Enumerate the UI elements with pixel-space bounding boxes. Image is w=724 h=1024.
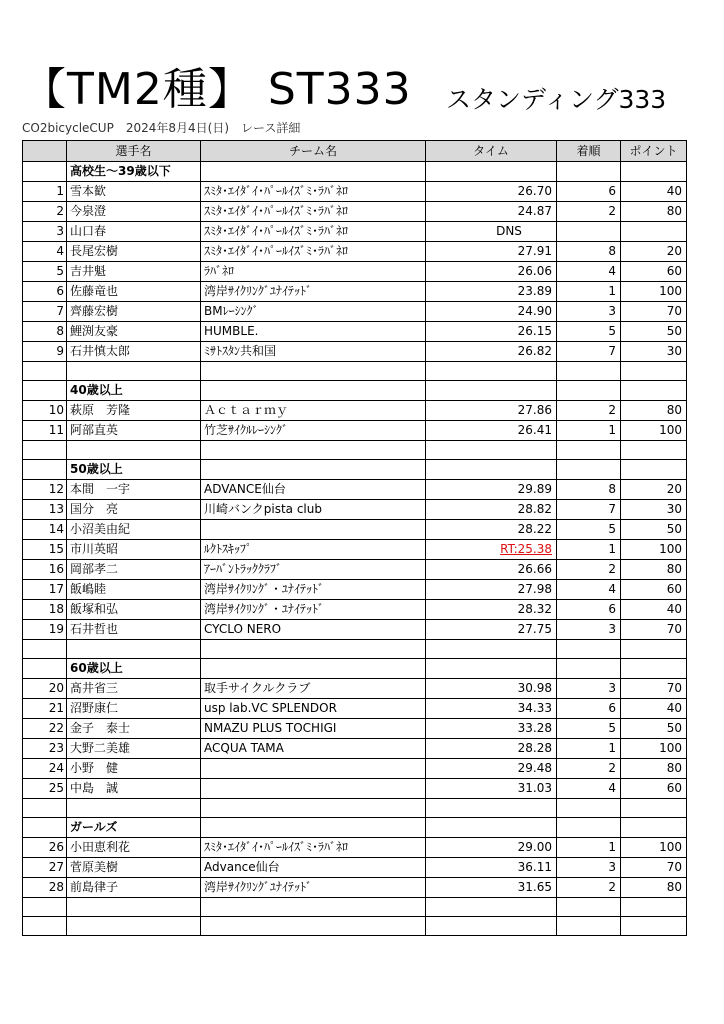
cell-rank: 6 [557,600,621,620]
cell-no: 11 [23,421,67,441]
cell-rank: 1 [557,838,621,858]
cell-time: 24.90 [426,302,557,322]
section-row [23,381,687,401]
cell-rank: 2 [557,878,621,898]
cell-pts [621,917,687,936]
cell-name: 高校生～39歳以下 [67,162,201,182]
cell-time [426,460,557,480]
cell-pts: 100 [621,739,687,759]
cell-time: 29.48 [426,759,557,779]
cell-pts: 50 [621,520,687,540]
cell-name: 長尾宏樹 [67,242,201,262]
cell-pts: 30 [621,342,687,362]
cell-team [201,818,426,838]
cell-no: 15 [23,540,67,560]
table-header-row [23,141,687,162]
cell-rank: 6 [557,182,621,202]
cell-time: 34.33 [426,699,557,719]
cell-name: 髙井省三 [67,679,201,699]
cell-team: ACQUA TAMA [201,739,426,759]
cell-time: 28.28 [426,739,557,759]
table-row [23,401,687,421]
cell-time: 26.06 [426,262,557,282]
cell-pts: 100 [621,540,687,560]
cell-no: 14 [23,520,67,540]
cell-team: ｽﾐﾀ･ｴｲﾀﾞｲ･ﾊﾟｰﾙｲｽﾞﾐ･ﾗﾊﾞﾈﾛ [201,242,426,262]
table-row [23,699,687,719]
cell-name [67,898,201,917]
cell-pts: 60 [621,262,687,282]
cell-no: 18 [23,600,67,620]
cell-team [201,640,426,659]
cell-name: 40歳以上 [67,381,201,401]
cell-pts: 80 [621,878,687,898]
cell-rank [557,460,621,480]
cell-no: 4 [23,242,67,262]
cell-rank: 5 [557,520,621,540]
cell-time: 27.86 [426,401,557,421]
cell-name: 鯉渕友豪 [67,322,201,342]
cell-no [23,898,67,917]
cell-team: BMﾚｰｼﾝｸﾞ [201,302,426,322]
cell-rank [557,640,621,659]
cell-no [23,818,67,838]
cell-name: 阿部直英 [67,421,201,441]
cell-name: 前島律子 [67,878,201,898]
cell-no [23,917,67,936]
table-row [23,540,687,560]
cell-no: 10 [23,401,67,421]
cell-name: 小野 健 [67,759,201,779]
cell-name [67,441,201,460]
cell-pts [621,659,687,679]
cell-team [201,917,426,936]
cell-name: 菅原美樹 [67,858,201,878]
cell-team [201,898,426,917]
cell-pts: 50 [621,322,687,342]
cell-rank: 1 [557,739,621,759]
cell-name: 市川英昭 [67,540,201,560]
table-row [23,739,687,759]
cell-no [23,659,67,679]
cell-pts [621,222,687,242]
cell-time [426,659,557,679]
cell-rank: 8 [557,242,621,262]
blank-row [23,362,687,381]
cell-team: ADVANCE仙台 [201,480,426,500]
cell-pts [621,799,687,818]
cell-team: ｱｰﾊﾞﾝﾄﾗｯｸｸﾗﾌﾞ [201,560,426,580]
cell-name: 中島 誠 [67,779,201,799]
cell-time: 26.15 [426,322,557,342]
cell-rank: 1 [557,421,621,441]
cell-name: 萩原 芳隆 [67,401,201,421]
table-row [23,560,687,580]
cell-pts: 100 [621,282,687,302]
cell-team: ｽﾐﾀ･ｴｲﾀﾞｲ･ﾊﾟｰﾙｲｽﾞﾐ･ﾗﾊﾞﾈﾛ [201,838,426,858]
table-row [23,500,687,520]
cell-team [201,779,426,799]
table-row [23,182,687,202]
cell-rank: 7 [557,500,621,520]
cell-name: ガールズ [67,818,201,838]
cell-no [23,441,67,460]
cell-no: 9 [23,342,67,362]
blank-row [23,917,687,936]
cell-time [426,441,557,460]
cell-name: 岡部孝二 [67,560,201,580]
cell-time [426,362,557,381]
cell-rank: 3 [557,302,621,322]
cell-name: 石井哲也 [67,620,201,640]
cell-team: usp lab.VC SPLENDOR [201,699,426,719]
page-subtitle: スタンディング333 [446,85,667,114]
cell-pts [621,441,687,460]
cell-rank: 2 [557,401,621,421]
cell-time [426,917,557,936]
table-row [23,779,687,799]
cell-team: ｽﾐﾀ･ｴｲﾀﾞｲ･ﾊﾟｰﾙｲｽﾞﾐ･ﾗﾊﾞﾈﾛ [201,202,426,222]
blank-row [23,898,687,917]
cell-name: 60歳以上 [67,659,201,679]
cell-team: HUMBLE. [201,322,426,342]
blank-row [23,640,687,659]
cell-name [67,917,201,936]
cell-pts: 70 [621,302,687,322]
results-body [23,162,687,936]
table-row [23,838,687,858]
cell-no [23,799,67,818]
cell-no: 26 [23,838,67,858]
cell-time: 31.03 [426,779,557,799]
cell-rank: 1 [557,540,621,560]
cell-team: 竹芝ｻｲｸﾙﾚｰｼﾝｸﾞ [201,421,426,441]
cell-rank: 3 [557,620,621,640]
cell-no: 21 [23,699,67,719]
cell-pts: 40 [621,699,687,719]
cell-name: 飯塚和弘 [67,600,201,620]
cell-time: 27.98 [426,580,557,600]
table-row [23,322,687,342]
col-header-points: ポイント [621,141,687,162]
cell-name: 本間 一宇 [67,480,201,500]
cell-team: ｽﾐﾀ･ｴｲﾀﾞｲ･ﾊﾟｰﾙｲｽﾞﾐ･ﾗﾊﾞﾈﾛ [201,182,426,202]
cell-rank [557,381,621,401]
col-header-time: タイム [426,141,557,162]
cell-team: Advance仙台 [201,858,426,878]
cell-rank [557,799,621,818]
section-row [23,818,687,838]
cell-team: 川崎バンクpista club [201,500,426,520]
cell-time: 26.70 [426,182,557,202]
table-row [23,679,687,699]
cell-name: 沼野康仁 [67,699,201,719]
cell-pts [621,640,687,659]
cell-rank: 2 [557,759,621,779]
cell-pts: 20 [621,242,687,262]
cell-no: 6 [23,282,67,302]
cell-pts: 80 [621,759,687,779]
cell-pts [621,898,687,917]
cell-no: 17 [23,580,67,600]
section-row [23,659,687,679]
cell-pts: 70 [621,679,687,699]
cell-pts: 50 [621,719,687,739]
cell-pts: 40 [621,600,687,620]
col-header-team: チーム名 [201,141,426,162]
cell-rank: 4 [557,262,621,282]
table-row [23,858,687,878]
cell-rank [557,898,621,917]
cell-team [201,799,426,818]
cell-pts: 100 [621,421,687,441]
cell-pts [621,162,687,182]
cell-time [426,898,557,917]
cell-time: 24.87 [426,202,557,222]
results-table [22,140,687,936]
cell-no: 13 [23,500,67,520]
cell-pts: 70 [621,858,687,878]
cell-pts: 30 [621,500,687,520]
cell-no [23,162,67,182]
cell-pts: 60 [621,779,687,799]
cell-team: 湾岸ｻｲｸﾘﾝｸﾞ・ﾕﾅｲﾃｯﾄﾞ [201,580,426,600]
table-row [23,421,687,441]
cell-no [23,381,67,401]
cell-time: 28.82 [426,500,557,520]
cell-name: 雪本歓 [67,182,201,202]
cell-rank [557,362,621,381]
cell-no: 24 [23,759,67,779]
cell-rank: 6 [557,699,621,719]
cell-name [67,640,201,659]
cell-no [23,362,67,381]
cell-team: Ａｃｔａｒｍｙ [201,401,426,421]
cell-name: 50歳以上 [67,460,201,480]
cell-name: 齊藤宏樹 [67,302,201,322]
blank-row [23,799,687,818]
table-row [23,342,687,362]
cell-rank: 5 [557,322,621,342]
section-row [23,162,687,182]
cell-time: 26.41 [426,421,557,441]
cell-time [426,162,557,182]
cell-rank [557,162,621,182]
table-row [23,262,687,282]
cell-team: CYCLO NERO [201,620,426,640]
cell-rank [557,818,621,838]
cell-time: 28.22 [426,520,557,540]
table-row [23,520,687,540]
cell-name: 国分 亮 [67,500,201,520]
event-info: CO2bicycleCUP 2024年8月4日(日) レース詳細 [22,121,301,135]
col-header-rank: 着順 [557,141,621,162]
cell-time: 29.89 [426,480,557,500]
cell-pts [621,460,687,480]
cell-team: ｽﾐﾀ･ｴｲﾀﾞｲ･ﾊﾟｰﾙｲｽﾞﾐ･ﾗﾊﾞﾈﾛ [201,222,426,242]
table-row [23,600,687,620]
cell-team [201,759,426,779]
cell-team: 湾岸ｻｲｸﾘﾝｸﾞ・ﾕﾅｲﾃｯﾄﾞ [201,600,426,620]
cell-no: 22 [23,719,67,739]
cell-pts: 80 [621,560,687,580]
cell-rank: 2 [557,560,621,580]
cell-team [201,460,426,480]
cell-pts: 40 [621,182,687,202]
cell-pts: 60 [621,580,687,600]
cell-time [426,799,557,818]
cell-pts: 80 [621,202,687,222]
cell-name: 今泉澄 [67,202,201,222]
cell-time: 28.32 [426,600,557,620]
cell-rank [557,222,621,242]
cell-no: 5 [23,262,67,282]
cell-time: 31.65 [426,878,557,898]
cell-no: 16 [23,560,67,580]
cell-time: 33.28 [426,719,557,739]
cell-team [201,520,426,540]
cell-pts [621,381,687,401]
cell-no: 1 [23,182,67,202]
cell-time [426,818,557,838]
cell-name: 石井慎太郎 [67,342,201,362]
section-row [23,460,687,480]
cell-time: 26.82 [426,342,557,362]
cell-no: 19 [23,620,67,640]
cell-rank: 4 [557,580,621,600]
cell-no: 12 [23,480,67,500]
cell-time [426,640,557,659]
table-row [23,719,687,739]
cell-time: 26.66 [426,560,557,580]
cell-team [201,362,426,381]
cell-pts [621,362,687,381]
cell-rank [557,659,621,679]
cell-team: ﾙｸﾄｽｷｯﾌﾟ [201,540,426,560]
cell-name: 飯嶋睦 [67,580,201,600]
cell-time: DNS [426,222,557,242]
cell-team [201,381,426,401]
cell-team: 湾岸ｻｲｸﾘﾝｸﾞﾕﾅｲﾃｯﾄﾞ [201,282,426,302]
table-row [23,620,687,640]
blank-row [23,441,687,460]
cell-rank: 3 [557,679,621,699]
cell-rank: 7 [557,342,621,362]
cell-name [67,362,201,381]
cell-team: 湾岸ｻｲｸﾘﾝｸﾞﾕﾅｲﾃｯﾄﾞ [201,878,426,898]
cell-rank: 1 [557,282,621,302]
cell-name: 金子 泰士 [67,719,201,739]
cell-rank: 3 [557,858,621,878]
page-title: 【TM2種】 ST333 [22,64,412,115]
cell-time: 36.11 [426,858,557,878]
cell-no: 27 [23,858,67,878]
cell-no: 23 [23,739,67,759]
table-row [23,759,687,779]
cell-name: 小沼美由紀 [67,520,201,540]
cell-pts [621,818,687,838]
cell-rank [557,917,621,936]
cell-name: 大野二美雄 [67,739,201,759]
cell-time [426,540,557,560]
cell-no: 25 [23,779,67,799]
cell-name: 吉井魁 [67,262,201,282]
cell-name [67,799,201,818]
cell-name: 佐藤竜也 [67,282,201,302]
cell-time: 23.89 [426,282,557,302]
col-header-name: 選手名 [67,141,201,162]
cell-pts: 20 [621,480,687,500]
cell-team [201,659,426,679]
cell-time: 29.00 [426,838,557,858]
cell-time [426,381,557,401]
cell-pts: 100 [621,838,687,858]
table-row [23,580,687,600]
cell-no: 2 [23,202,67,222]
cell-team: ﾗﾊﾞﾈﾛ [201,262,426,282]
table-row [23,222,687,242]
cell-rank: 4 [557,779,621,799]
table-row [23,282,687,302]
cell-no: 20 [23,679,67,699]
cell-time: 30.98 [426,679,557,699]
cell-team: ﾐｻﾄｽﾀﾝ共和国 [201,342,426,362]
cell-pts: 80 [621,401,687,421]
cell-rank: 2 [557,202,621,222]
cell-pts: 70 [621,620,687,640]
col-header-no [23,141,67,162]
table-row [23,480,687,500]
cell-no: 3 [23,222,67,242]
table-row [23,242,687,262]
cell-no: 7 [23,302,67,322]
cell-no: 8 [23,322,67,342]
table-row [23,878,687,898]
cell-time: 27.91 [426,242,557,262]
cell-rank [557,441,621,460]
cell-rank: 8 [557,480,621,500]
cell-team: 取手サイクルクラブ [201,679,426,699]
cell-time: 27.75 [426,620,557,640]
table-row [23,302,687,322]
cell-rank: 5 [557,719,621,739]
cell-name: 小田恵利花 [67,838,201,858]
cell-name: 山口春 [67,222,201,242]
cell-team [201,441,426,460]
table-row [23,202,687,222]
cell-no [23,460,67,480]
record-time: RT:25.38 [500,542,552,556]
cell-no: 28 [23,878,67,898]
cell-team [201,162,426,182]
cell-no [23,640,67,659]
cell-team: NMAZU PLUS TOCHIGI [201,719,426,739]
